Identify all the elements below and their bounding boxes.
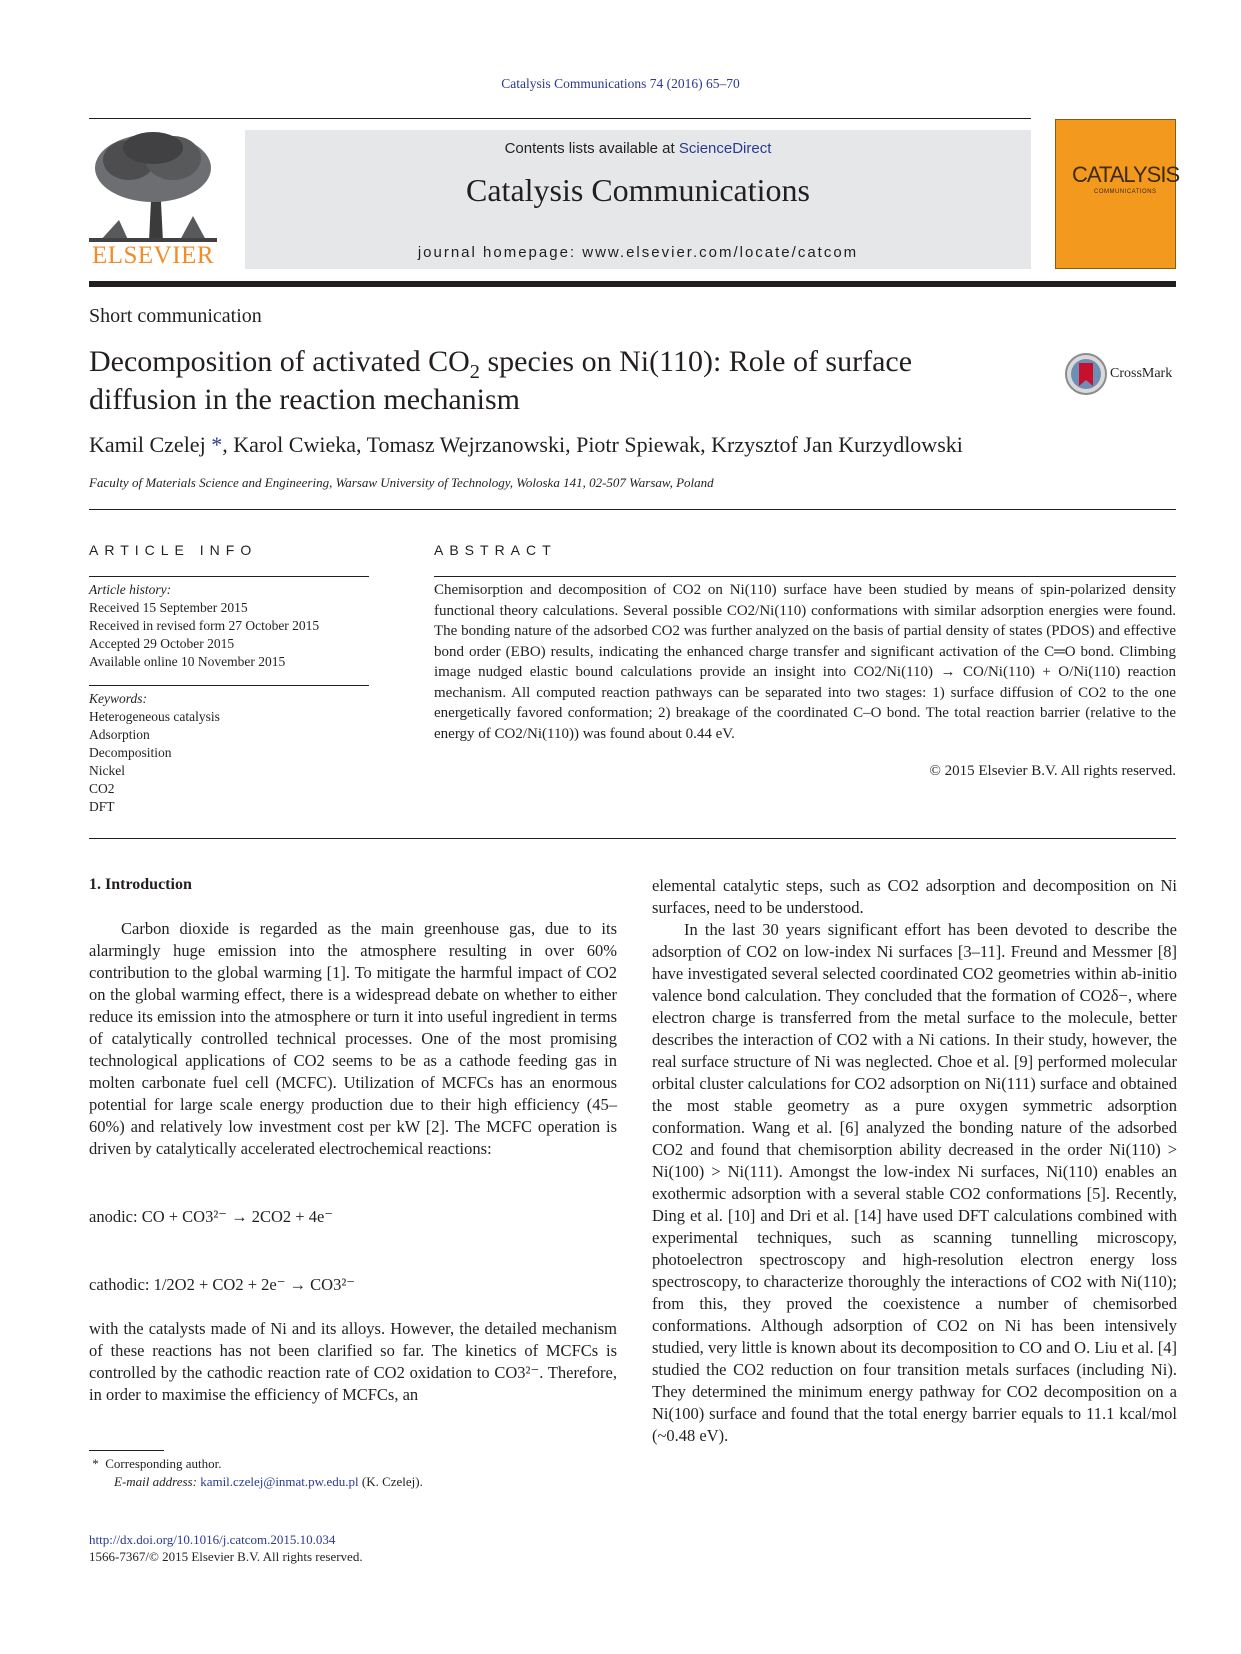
contents-prefix: Contents lists available at [504, 140, 679, 157]
history-item: Received 15 September 2015 [89, 600, 248, 615]
header-thick-rule [89, 281, 1176, 287]
header-top-rule [89, 118, 1031, 119]
affiliation: Faculty of Materials Science and Engineering, Warsaw University of Technology, Woloska 141, 02-507 Warsaw, Poland [89, 475, 714, 490]
keywords [89, 690, 220, 816]
email-label: E-mail address: [114, 1474, 197, 1489]
email-suffix: (K. Czelej). [361, 1474, 423, 1489]
elsevier-wordmark: ELSEVIER [91, 242, 215, 269]
history-item: Received in revised form 27 October 2015 [89, 618, 320, 633]
equation-cathodic: cathodic: 1/2O2 + CO2 + 2e⁻ → CO3²⁻ [89, 1275, 355, 1294]
elsevier-logo[interactable] [89, 130, 217, 270]
abstract-text: Chemisorption and decomposition of CO2 on Ni(110) surface have been studied by means of spin-polarized density functional theory calculations. Several possible CO2/Ni(110) conformations with similar adsorption energies were found. The bonding nature of the adsorbed CO2 was further analyzed on the basis of partial density of states (PDOS) and effective bond order (EBO) results, indicating the enhanced charge transfer and significant activation of the C═O bond. Climbing image nudged elastic bound calculations provide an insight into CO2/Ni(110) → CO/Ni(110) + O/Ni(110) reaction mechanism. All computed reaction pathways can be separated into two stages: 1) surface diffusion of CO2 to the one energetically favored conformation; 2) breakage of the coordinated C–O bond. The total reaction barrier (relative to the energy of CO2/Ni(110)) was found about 0.44 eV. [434, 582, 1176, 742]
elsevier-tree-icon [89, 130, 217, 242]
article-history [89, 581, 319, 671]
history-item: Accepted 29 October 2015 [89, 636, 235, 651]
keyword: CO2 [89, 781, 115, 796]
cover-title: CATALYSIS [1072, 162, 1180, 187]
body-column-2 [652, 875, 1177, 1447]
title-part: species on Ni(110): Role of surface [479, 345, 913, 378]
body-paragraph: Carbon dioxide is regarded as the main greenhouse gas, due to its alarmingly huge emission into the atmosphere resulting in over 60% contribution to the global warming [1]. To mitigate the harmful impact of CO2 on the global warming effect, there is a widespread debate on whether to either reduce its emission into the atmosphere or turn it into useful ingredient in terms of catalytically controlled technical processes. One of the most promising technological applications of CO2 seems to be as a cathode feeding gas in molten carbonate fuel cell (MCFC). Utilization of MCFCs has an enormous potential for large scale energy production due to their high efficiency (45–60%) and relatively low investment cost per kW [2]. The MCFC operation is driven by catalytically accelerated electrochemical reactions: [89, 919, 617, 1158]
crossmark-icon [1064, 352, 1108, 396]
journal-citation[interactable]: Catalysis Communications 74 (2016) 65–70 [501, 76, 740, 91]
corresponding-author-marker[interactable]: * [211, 432, 223, 457]
keyword: Heterogeneous catalysis [89, 709, 220, 724]
sciencedirect-link[interactable]: ScienceDirect [678, 140, 772, 157]
footnote-rule [89, 1450, 164, 1451]
title-subscript: 2 [469, 361, 480, 383]
article-info-heading: ARTICLE INFO [89, 542, 258, 558]
first-author: Kamil Czelej [89, 432, 206, 457]
other-authors: , Karol Cwieka, Tomasz Wejrzanowski, Piotr Spiewak, Krzysztof Jan Kurzydlowski [222, 432, 963, 457]
divider [434, 576, 1176, 577]
article-type: Short communication [89, 305, 262, 327]
section-heading-introduction: 1. Introduction [89, 876, 192, 893]
issn-line: 1566-7367/© 2015 Elsevier B.V. All rights reserved. [89, 1549, 363, 1564]
crossmark-label: CrossMark [1110, 366, 1173, 381]
footnote-email-line [89, 1473, 423, 1491]
article-title [89, 343, 989, 419]
journal-cover-thumbnail[interactable] [1055, 119, 1180, 269]
doi-block [89, 1531, 363, 1565]
keywords-label: Keywords: [89, 691, 147, 706]
body-paragraph: In the last 30 years significant effort has been devoted to describe the adsorption of CO2 on low-index Ni surfaces [3–11]. Freund and Messmer [8] have investigated several selected coordinated CO2 geometries within ab-initio valence bond calculation. They concluded that the formation of CO2δ−, where electron charge is transferred from the metal surface to the molecule, better describes the interaction of CO2 with a Ni cations. In their study, however, the real surface structure of Ni was neglected. Choe et al. [9] performed molecular orbital cluster calculations for CO2 adsorption on Ni(111) surface and obtained the most stable geometry as a pure oxygen symmetric adsorption conformation. Wang et al. [6] analyzed the bonding nature of the adsorbed CO2 and found that chemisorption ability decreased in the order Ni(110) > Ni(100) > Ni(111). Amongst the low-index Ni surfaces, Ni(110) enables an exothermic adsorption with a several stable CO2 conformations [5]. Recently, Ding et al. [10] and Dri et al. [14] have used DFT calculations combined with experimental techniques, such as scanning tunnelling microscopy, photoelectron spectroscopy and high-resolution electron energy loss spectroscopy, to characterize thoroughly the interactions of CO2 with Ni(110); from this, they proved the coexistence a number of chemisorbed conformations. Although adsorption of CO2 on Ni has been intensively studied, very little is known about its decomposition to CO and O. Liu et al. [4] studied the CO2 reduction on four transition metals surfaces (including Ni). They determined the minimum energy pathway for CO2 decomposition on a Ni(100) surface and found that the total energy barrier equals to 11.1 kcal/mol (~0.48 eV). [652, 920, 1177, 1445]
equation-anodic: anodic: CO + CO3²⁻ → 2CO2 + 4e⁻ [89, 1207, 334, 1226]
divider [89, 685, 369, 686]
body-paragraph: elemental catalytic steps, such as CO2 adsorption and decomposition on Ni surfaces, need to be understood. [652, 876, 1177, 917]
divider [89, 838, 1176, 839]
footnote-text: Corresponding author. [105, 1456, 222, 1471]
footnote [89, 1455, 423, 1491]
keyword: Nickel [89, 763, 125, 778]
title-line-2: diffusion in the reaction mechanism [89, 383, 521, 416]
journal-name: Catalysis Communications [466, 172, 810, 208]
divider [89, 576, 369, 577]
keyword: DFT [89, 799, 115, 814]
keyword: Adsorption [89, 727, 150, 742]
journal-banner [245, 130, 1031, 269]
author-list [89, 432, 963, 458]
footnote-line [89, 1455, 423, 1473]
contents-line [245, 140, 1031, 157]
keyword: Decomposition [89, 745, 172, 760]
author-email-link[interactable]: kamil.czelej@inmat.pw.edu.pl [200, 1474, 359, 1489]
abstract-heading: ABSTRACT [434, 542, 557, 558]
title-part: Decomposition of activated CO [89, 345, 470, 378]
footnote-marker: * [92, 1456, 99, 1471]
doi-link[interactable]: http://dx.doi.org/10.1016/j.catcom.2015.10.034 [89, 1532, 336, 1547]
history-label: Article history: [89, 582, 172, 597]
body-paragraph: with the catalysts made of Ni and its alloys. However, the detailed mechanism of these reactions has not been clarified so far. The kinetics of MCFCs is controlled by the cathodic reaction rate of CO2 oxidation to CO3²⁻. Therefore, in order to maximise the efficiency of MCFCs, an [89, 1319, 617, 1404]
crossmark-badge[interactable] [1064, 352, 1184, 398]
divider [89, 509, 1176, 510]
journal-homepage[interactable]: journal homepage: www.elsevier.com/locate/catcom [417, 244, 859, 261]
abstract-copyright: © 2015 Elsevier B.V. All rights reserved. [929, 763, 1176, 779]
history-item: Available online 10 November 2015 [89, 654, 286, 669]
cover-subtitle: COMMUNICATIONS [1094, 189, 1157, 195]
